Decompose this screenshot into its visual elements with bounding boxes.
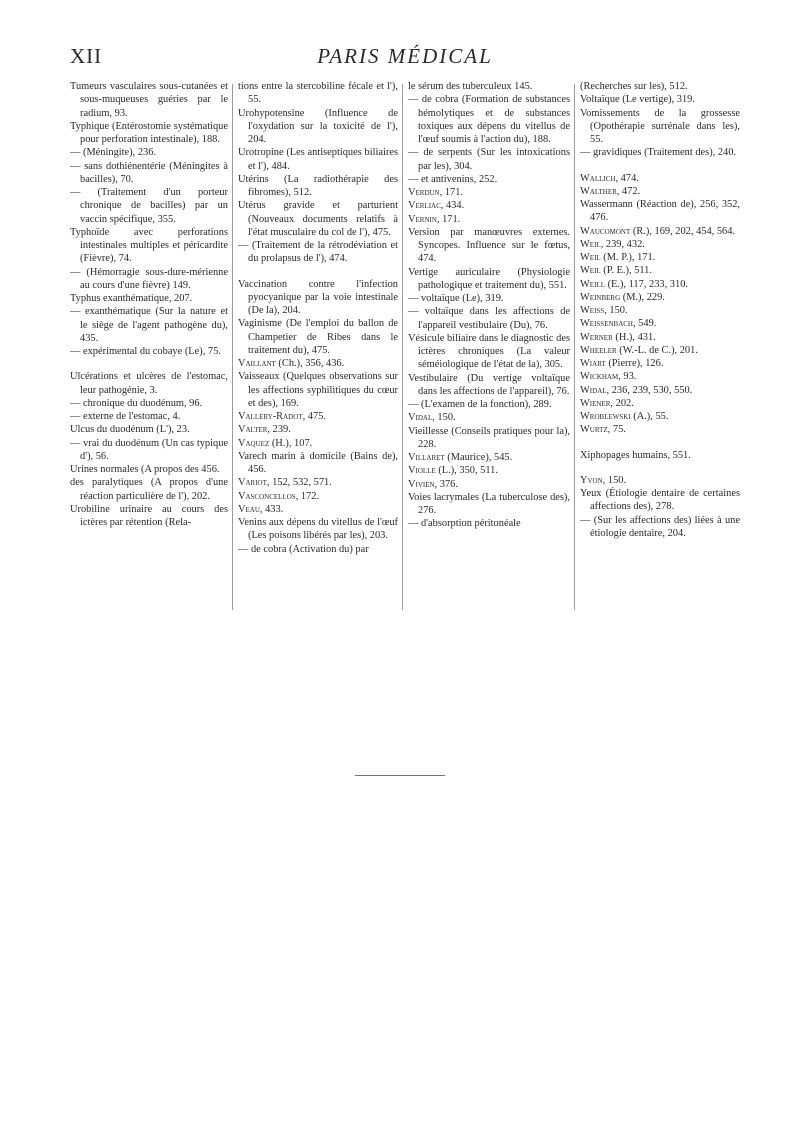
index-entry [238,410,398,423]
entry-text: — sans dothiénentérie (Méningites à bacilles), 70. [70,160,228,185]
index-entry [580,172,740,185]
entry-text: — d'absorption péritonéale [408,518,521,530]
entry-text: — (Traitement d'un porteur chronique de bacilles) par un vaccin spécifique, 355. [70,187,228,225]
entry-text: — vrai du duodénum (Un cas typique d'), 56. [70,437,228,462]
entry-text: Vertige auriculaire (Physiologie pathologique et traitement du), 551. [408,266,570,291]
entry-text: Vaginisme (De l'emploi du ballon de Champetier de Ribes dans le traitement du), 475. [238,318,398,356]
author-name: Vallery-Radot [238,411,303,422]
author-name: Violle [408,465,436,477]
entry-text: , 474. [615,172,639,184]
index-entry [580,423,740,436]
index-entry [70,345,228,358]
author-name: Wiener [580,397,611,409]
entry-text: , 202. [610,397,634,409]
index-entry [70,120,228,147]
index-entry [408,93,570,146]
author-name: Vidal [408,412,433,424]
entry-text: — de cobra (Activation du) par [238,543,369,555]
entry-text: — exanthématique (Sur la nature et le siège de l'agent pathogène du), 435. [70,306,228,344]
index-entry [70,160,228,187]
entry-text: — (L'examen de la fonction), 289. [408,399,552,410]
entry-text: Typhus exanthématique, 207. [70,293,193,304]
index-entry [580,370,740,383]
index-entry [238,278,398,318]
author-name: Vernin [408,213,437,225]
index-entry [580,410,740,423]
author-name: Weiss [580,305,605,316]
index-entry [580,107,740,147]
end-rule [355,775,445,776]
author-name: Veau [238,503,260,515]
author-name: Wallich [580,172,616,184]
entry-text: Typhique (Entérostomie systématique pour perforation intestinale), 188. [70,120,228,145]
entry-text: (M. P.), 171. [600,252,656,263]
index-entry [70,80,228,120]
index-entry [408,305,570,332]
entry-text: , 152, 532, 571. [266,477,332,489]
entry-text: — voltaïque dans les affections de l'appareil vestibulaire (Du), 76. [408,306,570,331]
index-entry [70,437,228,464]
index-entry [408,491,570,518]
entry-text: Urohypotensine (Influence de l'oxydation sur la toxicité de l'), 204. [238,107,398,145]
index-entry [238,173,398,200]
entry-text: Ulcérations et ulcères de l'estomac, leur pathogénie, 3. [70,371,228,396]
index-entry [580,397,740,410]
entry-text: Wassermann (Réaction de), 256, 352, 476. [580,199,740,224]
index-entry [580,291,740,304]
index-entry [238,503,398,516]
index-entry [70,410,228,423]
entry-text: , 475. [302,411,326,422]
author-name: Variot [238,477,267,489]
index-entry [580,278,740,291]
index-entry [238,317,398,357]
author-name: Wiart [580,358,606,369]
entry-text: Vomissements de la grossesse (Opothérapie surrénale dans les), 55. [580,107,740,145]
entry-text: — de serpents (Sur les intoxications par les), 304. [408,147,570,172]
section-gap [580,462,740,474]
entry-text: Vésicule biliaire dans le diagnostic des ictères chroniques (La valeur séméiologique de l'état de la), 305. [408,332,570,371]
index-entry [408,266,570,293]
entry-text: (W.-L. de C.), 201. [616,344,698,356]
index-entry [70,266,228,293]
index-entry [408,173,570,186]
index-entry [580,474,740,487]
index-entry [70,503,228,530]
entry-text: — gravidiques (Traitement des), 240. [580,147,737,159]
entry-text: Vaccination contre l'infection pyocyanique par la voie intestinale (De la), 204. [238,278,398,316]
section-gap [238,266,398,278]
entry-text: Yeux (Étiologie dentaire de certaines affections des), 278. [580,488,740,513]
author-name: Wheeler [580,344,617,356]
index-entry [238,80,398,107]
entry-text: (H.), 431. [612,331,656,343]
index-entry [70,476,228,503]
entry-text: , 239. [267,424,291,436]
index-entry [580,238,740,251]
index-entry [408,292,570,305]
entry-text: (Maurice), 545. [444,452,513,463]
index-entry [580,384,740,397]
author-name: Verliac [408,200,441,212]
section-gap [70,358,228,370]
author-name: Vasconcellos [238,490,296,502]
entry-text: Xiphopages humains, 551. [580,449,691,461]
author-name: Villaret [408,452,445,463]
index-entry [580,487,740,514]
entry-text: Ulcus du duodénum (L'), 23. [70,424,190,436]
entry-text: (A.), 55. [630,411,669,422]
page-number: XII [70,44,103,68]
index-column-4 [580,80,740,540]
index-entry [238,516,398,543]
index-entry [408,199,570,212]
entry-text: — (Hémorragie sous-dure-mérienne au cours d'une fièvre) 149. [70,266,228,291]
entry-text: , 150. [602,474,627,486]
entry-text: — chronique du duodénum, 96. [70,397,203,409]
index-entry [408,80,570,93]
index-entry [580,80,740,93]
index-entry [238,107,398,147]
entry-text: (Pierre), 126. [605,358,664,369]
running-title: PARIS MÉDICAL [317,44,493,68]
index-entry [580,198,740,225]
author-name: Vaquez [238,437,270,449]
entry-text: — voltaïque (Le), 319. [408,293,504,304]
entry-text: Typhoïde avec perforations intestinales multiples et péricardite (Fièvre), 74. [70,226,228,265]
entry-text: , 150. [432,412,456,424]
author-name: Valter [238,424,268,436]
index-entry [408,464,570,477]
entry-text: , 172. [295,490,320,502]
entry-text: , 236, 239, 530, 550. [606,384,693,396]
entry-text: — expérimental du cobaye (Le), 75. [70,346,221,357]
entry-text: Voies lacrymales (La tuberculose des), 276. [408,491,570,516]
column-rule [402,84,403,610]
index-entry [238,450,398,477]
entry-text: Utérus gravide et parturient (Nouveaux documents relatifs à l'état musculaire du col de l'), 475. [238,200,398,238]
index-entry [70,292,228,305]
entry-text: le sérum des tuberculeux 145. [408,81,533,92]
index-entry [580,331,740,344]
entry-text: Utérins (La radiothérapie des fibromes), 512. [238,173,398,198]
entry-text: , 434. [440,200,465,212]
index-entry [70,423,228,436]
author-name: Weissenbach [580,318,633,330]
entry-text: , 472. [616,185,641,197]
index-entry [238,239,398,266]
index-entry [70,463,228,476]
author-name: Weill [580,278,605,290]
author-name: Werner [580,331,613,343]
section-gap [580,160,740,172]
entry-text: — et antivenins, 252. [408,173,498,185]
index-entry [408,478,570,491]
index-entry [580,146,740,159]
entry-text: Varech marin à domicile (Bains de), 456. [238,450,398,475]
column-rule [232,84,233,610]
entry-text: Voltaïque (Le vertige), 319. [580,94,695,106]
index-entry [580,264,740,277]
index-entry [238,543,398,556]
entry-text: (M.), 229. [620,291,665,303]
entry-text: Vaisseaux (Quelques observations sur les affections syphilitiques du cœur et des), 169. [238,371,398,409]
entry-text: , 75. [607,424,626,436]
index-entry [70,186,228,226]
author-name: Yvon [580,474,603,486]
entry-text: , 150. [604,305,628,316]
entry-text: Vestibulaire (Du vertige voltaïque dans les affections de l'appareil), 76. [408,372,570,397]
entry-text: — (Traitement de la rétrodéviation et du prolapsus de l'), 474. [238,240,398,265]
entry-text: (H.), 107. [269,437,313,449]
author-name: Weil [580,265,601,277]
author-name: Wroblewski [580,411,631,422]
author-name: Vivien [408,478,435,490]
index-column-1 [70,80,228,529]
author-name: Wickham [580,371,619,383]
index-entry [408,226,570,266]
index-entry [408,398,570,411]
entry-text: (Recherches sur les), 512. [580,81,688,92]
author-name: Walther [580,185,617,197]
index-entry [580,449,740,462]
index-entry [408,372,570,399]
column-rule [574,84,575,610]
index-column-2 [238,80,398,556]
entry-text: Urotropine (Les antiseptiques biliaires et l'), 484. [238,147,398,172]
author-name: Weil [580,238,601,250]
index-entry [580,251,740,264]
author-name: Verdun [408,187,440,198]
author-name: Waucomont [580,225,631,237]
entry-text: , 171. [436,213,461,225]
author-name: Weil [580,252,601,263]
index-entry [580,304,740,317]
index-entry [70,226,228,266]
entry-text: (R.), 169, 202, 454, 564. [630,225,736,237]
index-entry [408,186,570,199]
index-entry [580,185,740,198]
index-entry [70,305,228,345]
author-name: Wurtz [580,424,608,436]
entry-text: Version par manœuvres externes. Syncopes. Influence sur le fœtus, 474. [408,226,570,265]
index-entry [408,213,570,226]
index-entry [238,357,398,370]
entry-text: tions entre la stercobiline fécale et l'), 55. [238,81,398,106]
entry-text: (E.), 117, 233, 310. [604,278,688,290]
index-entry [580,317,740,330]
entry-text: Tumeurs vasculaires sous-cutanées et sous-muqueuses guéries par le radium, 93. [70,81,228,119]
entry-text: , 239, 432. [600,238,645,250]
entry-text: , 376. [434,478,458,490]
entry-text: , 549. [632,318,657,330]
author-name: Widal [580,384,607,396]
index-column-3 [408,80,570,531]
entry-text: , 93. [618,371,637,383]
index-entry [238,199,398,239]
entry-text: Urobiline urinaire au cours des ictères par rétention (Rela- [70,503,228,528]
index-entry [238,490,398,503]
index-entry [580,514,740,541]
index-entry [580,344,740,357]
entry-text: (Ch.), 356, 436. [275,358,345,369]
section-gap [580,437,740,449]
index-entry [238,370,398,410]
entry-text: Urines normales (A propos des 456. [70,464,220,475]
entry-text: , 171. [439,187,464,198]
page-header [70,40,740,76]
entry-text: Venins aux dépens du vitellus de l'œuf (Les poisons libérés par les), 203. [238,517,398,542]
author-name: Weinberg [580,291,621,303]
author-name: Vaillant [238,358,276,369]
index-entry [408,411,570,424]
entry-text: — (Méningite), 236. [70,147,156,159]
index-entry [238,437,398,450]
entry-text: des paralytiques (A propos d'une réaction particulière de l'), 202. [70,477,228,502]
index-entry [238,476,398,489]
index-entry [408,425,570,452]
index-entry [70,397,228,410]
index-entry [238,146,398,173]
entry-text: — de cobra (Formation de substances hémolytiques et de substances toxiques aux dépens du vitellus de l'œuf soumis à l'action du), 188. [408,94,570,145]
entry-text: — (Sur les affections des) liées à une étiologie dentaire, 204. [580,514,740,539]
index-entry [580,225,740,238]
entry-text: Vieillesse (Conseils pratiques pour la), 228. [408,425,570,450]
index-entry [238,423,398,436]
entry-text: (P. E.), 511. [600,265,652,277]
entry-text: — externe de l'estomac, 4. [70,411,181,422]
index-entry [408,451,570,464]
entry-text: (L.), 350, 511. [435,465,498,477]
index-entry [580,93,740,106]
index-entry [408,146,570,173]
index-entry [70,146,228,159]
index-entry [70,370,228,397]
index-entry [580,357,740,370]
index-entry [408,332,570,372]
index-entry [408,517,570,530]
entry-text: , 433. [259,503,284,515]
